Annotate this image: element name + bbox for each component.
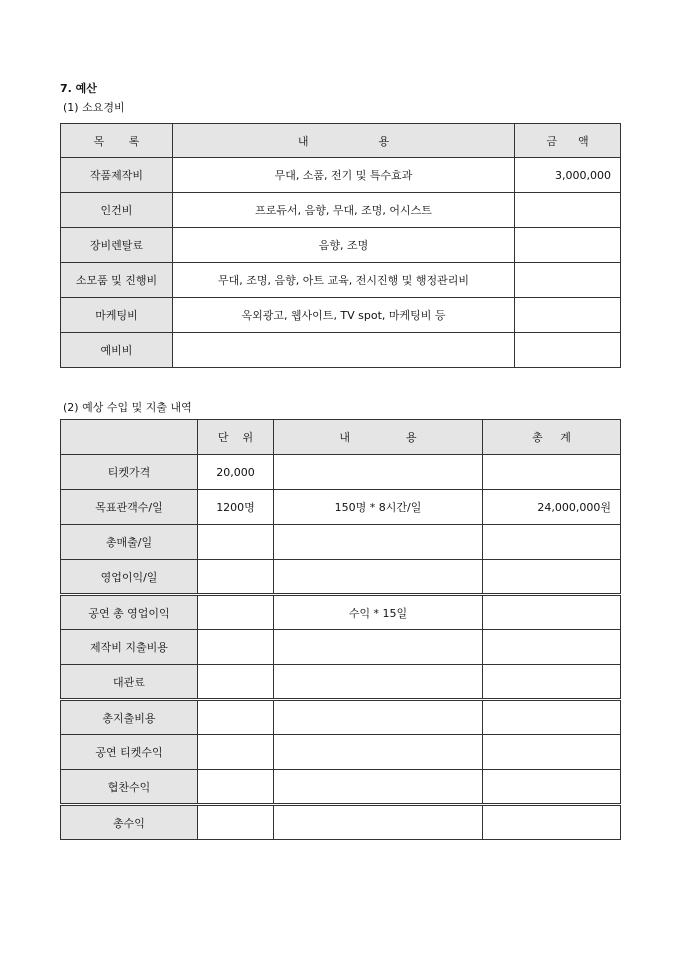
revenue-content xyxy=(274,700,483,735)
budget-amount xyxy=(515,298,621,333)
revenue-unit xyxy=(198,700,274,735)
revenue-unit xyxy=(198,560,274,595)
revenue-label: 총매출/일 xyxy=(61,525,198,560)
revenue-total xyxy=(483,595,621,630)
revenue-total xyxy=(483,560,621,595)
revenue-total xyxy=(483,525,621,560)
revenue-unit xyxy=(198,630,274,665)
budget-item: 장비렌탈료 xyxy=(61,228,173,263)
budget-content: 프로듀서, 음향, 무대, 조명, 어시스트 xyxy=(173,193,515,228)
revenue-total xyxy=(483,455,621,490)
header-content: 내 용 xyxy=(274,420,483,455)
table-row xyxy=(61,490,621,525)
revenue-label: 티켓가격 xyxy=(61,455,198,490)
revenue-label: 총지출비용 xyxy=(61,700,198,735)
budget-content: 무대, 조명, 음향, 아트 교육, 전시진행 및 행정관리비 xyxy=(173,263,515,298)
revenue-total xyxy=(483,665,621,700)
revenue-table xyxy=(60,419,621,840)
budget-item: 예비비 xyxy=(61,333,173,368)
header-total: 총 계 xyxy=(483,420,621,455)
header-blank xyxy=(61,420,198,455)
section-title: 7. 예산 xyxy=(60,82,97,95)
table-row xyxy=(61,665,621,700)
budget-item: 인건비 xyxy=(61,193,173,228)
revenue-content: 150명 * 8시간/일 xyxy=(274,490,483,525)
budget-item: 소모품 및 진행비 xyxy=(61,263,173,298)
revenue-total: 24,000,000원 xyxy=(483,490,621,525)
budget-item: 마케팅비 xyxy=(61,298,173,333)
table-row xyxy=(61,735,621,770)
header-unit: 단 위 xyxy=(198,420,274,455)
revenue-label: 공연 티켓수익 xyxy=(61,735,198,770)
revenue-unit xyxy=(198,665,274,700)
budget-content: 옥외광고, 웹사이트, TV spot, 마케팅비 등 xyxy=(173,298,515,333)
table-row xyxy=(61,263,621,298)
budget-amount xyxy=(515,228,621,263)
revenue-unit: 1200명 xyxy=(198,490,274,525)
table-row xyxy=(61,333,621,368)
revenue-header-row xyxy=(61,420,621,455)
budget-amount: 3,000,000 xyxy=(515,158,621,193)
header-amount: 금 액 xyxy=(515,124,621,158)
table-row xyxy=(61,595,621,630)
revenue-content: 수익 * 15일 xyxy=(274,595,483,630)
revenue-total xyxy=(483,700,621,735)
table-row xyxy=(61,630,621,665)
revenue-content xyxy=(274,770,483,805)
table-row xyxy=(61,525,621,560)
revenue-unit xyxy=(198,595,274,630)
table-row xyxy=(61,805,621,840)
revenue-content xyxy=(274,560,483,595)
revenue-total xyxy=(483,735,621,770)
revenue-total xyxy=(483,630,621,665)
revenue-unit xyxy=(198,805,274,840)
table-row xyxy=(61,158,621,193)
revenue-total xyxy=(483,770,621,805)
revenue-label: 목표관객수/일 xyxy=(61,490,198,525)
table-row xyxy=(61,700,621,735)
budget-header-row xyxy=(61,124,621,158)
revenue-unit xyxy=(198,735,274,770)
revenue-unit: 20,000 xyxy=(198,455,274,490)
revenue-unit xyxy=(198,770,274,805)
revenue-label: 총수익 xyxy=(61,805,198,840)
budget-content xyxy=(173,333,515,368)
revenue-content xyxy=(274,455,483,490)
revenue-label: 제작비 지출비용 xyxy=(61,630,198,665)
revenue-content xyxy=(274,525,483,560)
table-row xyxy=(61,770,621,805)
revenue-content xyxy=(274,805,483,840)
revenue-total xyxy=(483,805,621,840)
table-row xyxy=(61,560,621,595)
revenue-subtitle: (2) 예상 수입 및 지출 내역 xyxy=(63,401,192,414)
header-content: 내 용 xyxy=(173,124,515,158)
budget-table xyxy=(60,123,621,368)
header-item: 목 록 xyxy=(61,124,173,158)
revenue-content xyxy=(274,735,483,770)
budget-amount xyxy=(515,263,621,298)
table-row xyxy=(61,455,621,490)
revenue-label: 영업이익/일 xyxy=(61,560,198,595)
table-row xyxy=(61,228,621,263)
revenue-label: 협찬수익 xyxy=(61,770,198,805)
table-row xyxy=(61,298,621,333)
budget-content: 음향, 조명 xyxy=(173,228,515,263)
revenue-unit xyxy=(198,525,274,560)
budget-amount xyxy=(515,193,621,228)
revenue-label: 대관료 xyxy=(61,665,198,700)
table-row xyxy=(61,193,621,228)
revenue-content xyxy=(274,665,483,700)
revenue-label: 공연 총 영업이익 xyxy=(61,595,198,630)
budget-content: 무대, 소품, 전기 및 특수효과 xyxy=(173,158,515,193)
revenue-content xyxy=(274,630,483,665)
budget-item: 작품제작비 xyxy=(61,158,173,193)
budget-amount xyxy=(515,333,621,368)
budget-subtitle: (1) 소요경비 xyxy=(63,101,125,114)
